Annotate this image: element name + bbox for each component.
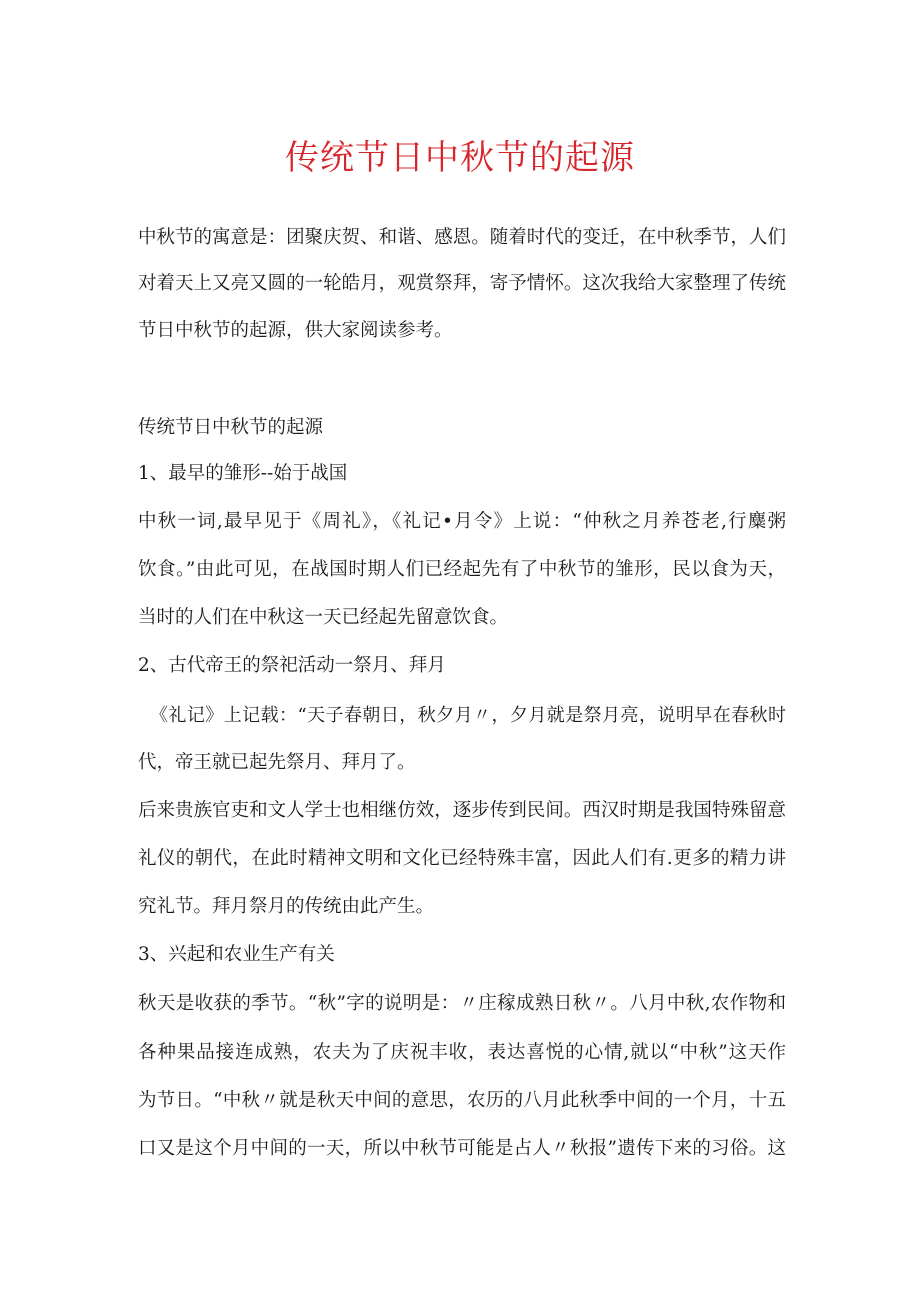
paragraph-1-line-1: 中秋一词,最早见于《周礼》，《礼记•月令》上说：“仲秋之月养苍老,行麋粥: [138, 511, 786, 532]
document-title: 传统节日中秋节的起源: [285, 138, 635, 178]
subheading-3: 3、兴起和农业生产有关: [138, 944, 335, 965]
subheading-2: 2、古代帝王的祭祀活动一祭月、拜月: [138, 655, 446, 676]
intro-line-3: 节日中秋节的起源，供大家阅读参考。: [138, 320, 453, 341]
section-heading: 传统节日中秋节的起源: [138, 417, 324, 438]
paragraph-1-line-3: 当时的人们在中秋这一天已经起先留意饮食。: [138, 607, 509, 628]
paragraph-4-line-3: 为节日。“中秋〃就是秋天中间的意思，农历的八月此秋季中间的一个月，十五: [138, 1090, 786, 1111]
paragraph-3-line-1: 后来贵族官吏和文人学士也相继仿效，逐步传到民间。西汉时期是我国特殊留意: [138, 800, 786, 821]
paragraph-4-line-2: 各种果品接连成熟，农夫为了庆祝丰收，表达喜悦的心情,就以“中秋”这天作: [138, 1042, 786, 1063]
subheading-1: 1、最早的雏形--始于战国: [138, 463, 348, 484]
paragraph-4-line-1: 秋天是收获的季节。“秋”字的说明是：〃庄稼成熟日秋〃。八月中秋,农作物和: [138, 993, 786, 1014]
paragraph-1-line-2: 饮食。”由此可见，在战国时期人们已经起先有了中秋节的雏形，民以食为天，: [138, 559, 786, 580]
intro-line-2: 对着天上又亮又圆的一轮皓月，观赏祭拜，寄予情怀。这次我给大家整理了传统: [138, 273, 786, 294]
paragraph-4-line-4: 口又是这个月中间的一天，所以中秋节可能是占人〃秋报”遗传下来的习俗。这: [138, 1138, 786, 1159]
paragraph-3-line-2: 礼仪的朝代，在此时精神文明和文化已经特殊丰富，因此人们有.更多的精力讲: [138, 848, 786, 869]
paragraph-2-line-2: 代，帝王就已起先祭月、拜月了。: [138, 752, 416, 773]
intro-line-1: 中秋节的寓意是：团聚庆贺、和谐、感恩。随着时代的变迁，在中秋季节，人们: [138, 227, 786, 248]
paragraph-2-line-1: 《礼记》上记载：“天子春朝日，秋夕月〃，夕月就是祭月亮，说明早在春秋时: [150, 705, 786, 726]
paragraph-3-line-3: 究礼节。拜月祭月的传统由此产生。: [138, 896, 435, 917]
